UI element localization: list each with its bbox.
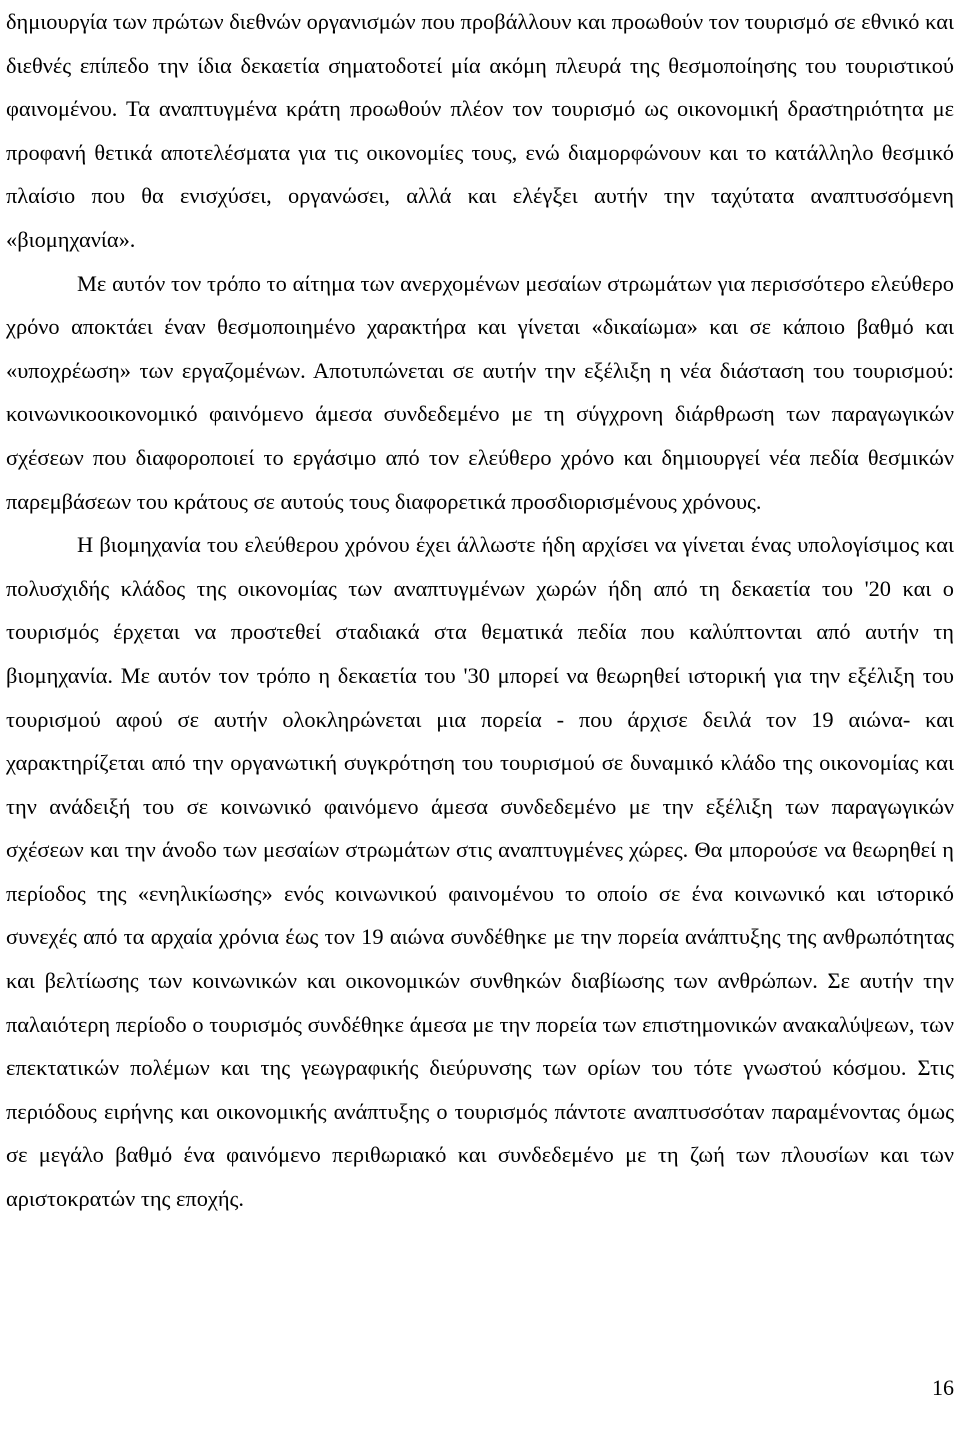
page-number: 16 bbox=[932, 1375, 954, 1400]
paragraph-2: Με αυτόν τον τρόπο το αίτημα των ανερχομένων μεσαίων στρωμάτων για περισσότερο ελεύθερο χρόνο αποκτάει έναν θεσμοποιημένο χαρακτήρα και γίνεται «δικαίωμα» και σε κάποιο βαθμό και «υποχρέωση» των εργαζομένων. Αποτυπώνεται σε αυτήν την εξέλιξη η νέα διάσταση του τουρισμού: κοινωνικοοικονομικό φαινόμενο άμεσα συνδεδεμένο με τη σύγχρονη διάρθρωση των παραγωγικών σχέσεων που διαφοροποιεί το εργάσιμο από τον ελεύθερο χρόνο και δημιουργεί νέα πεδία θεσμικών παρεμβάσεων του κράτους σε αυτούς τους διαφορετικά προσδιορισμένους χρόνους. bbox=[6, 270, 954, 514]
paragraph-1: δημιουργία των πρώτων διεθνών οργανισμών που προβάλλουν και προωθούν τον τουρισμό σε εθνικό και διεθνές επίπεδο την ίδια δεκαετία σηματοδοτεί μία ακόμη πλευρά της θεσμοποίησης του τουριστικού φαινομένου. Τα αναπτυγμένα κράτη προωθούν πλέον τον τουρισμό ως οικονομική δραστηριότητα με προφανή θετικά αποτελέσματα για τις οικονομίες τους, ενώ διαμορφώνουν και το κατάλληλο θεσμικό πλαίσιο που θα ενισχύσει, οργανώσει, αλλά και ελέγξει αυτήν την ταχύτατα αναπτυσσόμενη «βιομηχανία». bbox=[6, 9, 954, 252]
body-text bbox=[6, 0, 954, 1221]
paragraph-3: Η βιομηχανία του ελεύθερου χρόνου έχει άλλωστε ήδη αρχίσει να γίνεται ένας υπολογίσιμος και πολυσχιδής κλάδος της οικονομίας των αναπτυγμένων χωρών ήδη από τη δεκαετία του '20 και ο τουρισμός έρχεται να προστεθεί σταδιακά στα θεματικά πεδία που καλύπτονται από αυτήν τη βιομηχανία. Με αυτόν τον τρόπο η δεκαετία του '30 μπορεί να θεωρηθεί ιστορική για την εξέλιξη του τουρισμού αφού σε αυτήν ολοκληρώνεται μια πορεία - που άρχισε δειλά τον 19 αιώνα- και χαρακτηρίζεται από την οργανωτική συγκρότηση του τουρισμού σε δυναμικό κλάδο της οικονομίας και την ανάδειξή του σε κοινωνικό φαινόμενο άμεσα συνδεδεμένο με την εξέλιξη των παραγωγικών σχέσεων και την άνοδο των μεσαίων στρωμάτων στις αναπτυγμένες χώρες. Θα μπορούσε να θεωρηθεί η περίοδος της «ενηλικίωσης» ενός κοινωνικού φαινομένου το οποίο σε ένα κοινωνικό και ιστορικό συνεχές από τα αρχαία χρόνια έως τον 19 αιώνα συνδέθηκε με την πορεία ανάπτυξης της ανθρωπότητας και βελτίωσης των κοινωνικών και οικονομικών συνθηκών διαβίωσης των ανθρώπων. Σε αυτήν την παλαιότερη περίοδο ο τουρισμός συνδέθηκε άμεσα με την πορεία των επιστημονικών ανακαλύψεων, των επεκτατικών πολέμων και της γεωγραφικής διεύρυνσης των ορίων του τότε γνωστού κόσμου. Στις περιόδους ειρήνης και οικονομικής ανάπτυξης ο τουρισμός πάντοτε αναπτυσσόταν παραμένοντας όμως σε μεγάλο βαθμό ένα φαινόμενο περιθωριακό και συνδεδεμένο με τη ζωή των πλουσίων και των αριστοκρατών της εποχής. bbox=[6, 532, 954, 1212]
